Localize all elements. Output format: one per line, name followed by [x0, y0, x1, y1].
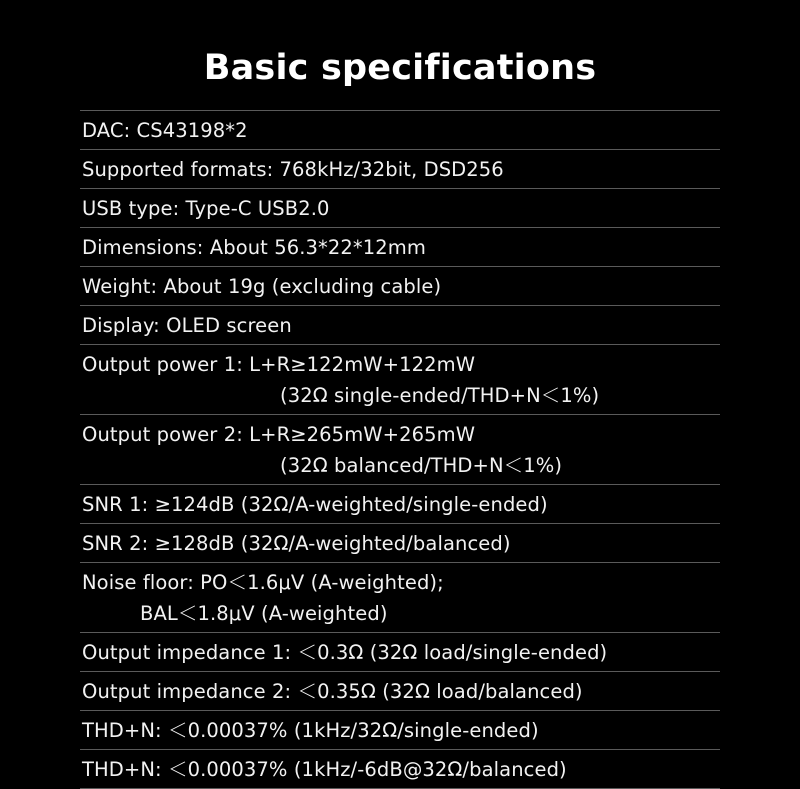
- spec-row-snr-2: [80, 523, 720, 562]
- spec-line: Dimensions: About 56.3*22*12mm: [82, 236, 426, 259]
- spec-row-output-power-2: [80, 414, 720, 484]
- spec-row-thd-n-balanced: [80, 749, 720, 789]
- spec-line: USB type: Type-C USB2.0: [82, 197, 330, 220]
- spec-row-output-impedance-1: [80, 632, 720, 671]
- spec-row-output-impedance-2: [80, 671, 720, 710]
- spec-line: (32Ω balanced/THD+N＜1%): [280, 454, 563, 477]
- spec-line: Noise floor: PO＜1.6μV (A-weighted);: [82, 571, 444, 594]
- spec-row-output-power-1: [80, 344, 720, 414]
- spec-line: THD+N: ＜0.00037% (1kHz/-6dB@32Ω/balanced): [82, 758, 567, 781]
- spec-line: SNR 2: ≥128dB (32Ω/A-weighted/balanced): [82, 532, 511, 555]
- spec-row-snr-1: [80, 484, 720, 523]
- spec-line: Output impedance 2: ＜0.35Ω (32Ω load/balanced): [82, 680, 583, 703]
- spec-line: Output impedance 1: ＜0.3Ω (32Ω load/single-ended): [82, 641, 608, 664]
- spec-line: THD+N: ＜0.00037% (1kHz/32Ω/single-ended): [82, 719, 539, 742]
- spec-line: SNR 1: ≥124dB (32Ω/A-weighted/single-ended): [82, 493, 548, 516]
- spec-line: Output power 1: L+R≥122mW+122mW: [82, 353, 476, 376]
- spec-row-supported-formats: [80, 149, 720, 188]
- spec-line: Supported formats: 768kHz/32bit, DSD256: [82, 158, 504, 181]
- spec-row-weight: [80, 266, 720, 305]
- spec-line: Output power 2: L+R≥265mW+265mW: [82, 423, 476, 446]
- spec-row-usb-type: [80, 188, 720, 227]
- spec-row-thd-n-single-ended: [80, 710, 720, 749]
- page-title: Basic specifications: [203, 48, 597, 88]
- specifications-table: [80, 110, 720, 789]
- spec-row-dac: [80, 110, 720, 149]
- spec-line: Display: OLED screen: [82, 314, 292, 337]
- spec-row-display: [80, 305, 720, 344]
- spec-row-dimensions: [80, 227, 720, 266]
- spec-line: Weight: About 19g (excluding cable): [82, 275, 442, 298]
- spec-row-noise-floor: [80, 562, 720, 632]
- spec-line: (32Ω single-ended/THD+N＜1%): [280, 384, 600, 407]
- spec-line: DAC: CS43198*2: [82, 119, 248, 142]
- spec-line: BAL＜1.8μV (A-weighted): [140, 602, 388, 625]
